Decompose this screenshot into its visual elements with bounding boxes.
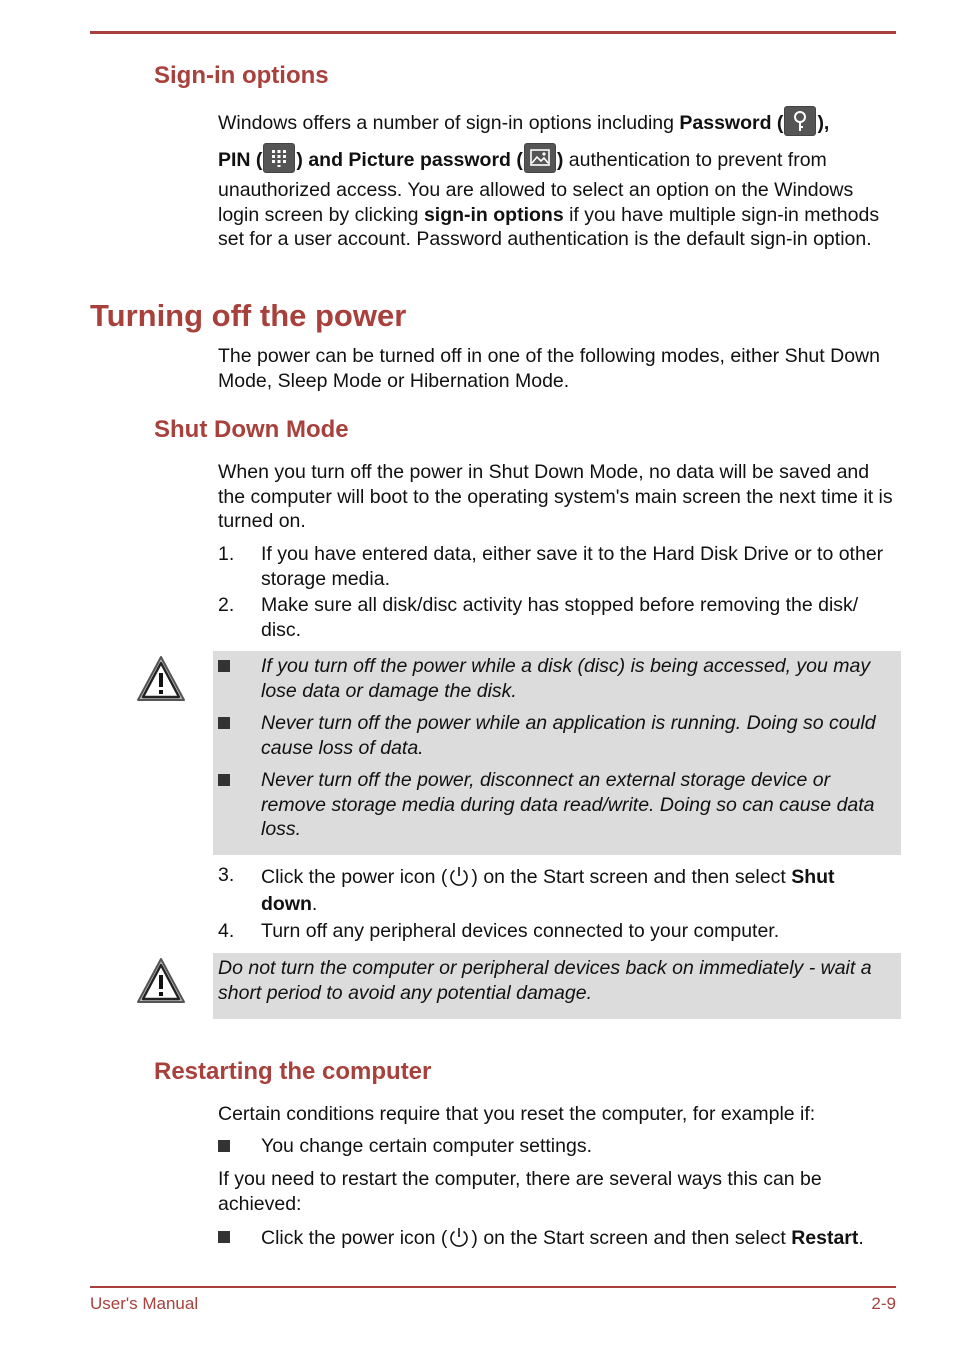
picture-icon <box>524 143 556 173</box>
restart-term: Restart <box>791 1227 859 1249</box>
bullet-square <box>218 660 230 672</box>
step-number: 4. <box>218 920 235 942</box>
step-text <box>261 864 891 918</box>
power-icon <box>448 1226 470 1248</box>
bullet-square <box>218 774 230 786</box>
signin-paragraph-line1 <box>218 111 894 136</box>
bottom-rule <box>90 1286 896 1288</box>
bullet-square <box>218 1140 230 1152</box>
caution-item: If you turn off the power while a disk (disc) is being accessed, you may lose data or damage the disk. <box>261 655 871 702</box>
password-label: Password ( <box>679 112 784 134</box>
step-number: 1. <box>218 543 235 565</box>
restart-bullet <box>261 1225 891 1252</box>
step3-text: Click the power icon ( <box>261 866 448 888</box>
step3-text: . <box>311 893 318 915</box>
password-close: ), <box>817 112 830 134</box>
caution-warning-icon <box>136 654 186 704</box>
caution-item: Never turn off the power while an application is running. Doing so could cause loss of data. <box>261 712 876 759</box>
step-number: 2. <box>218 594 235 616</box>
signin-paragraph-line2 <box>218 148 894 173</box>
chapter-heading-power: Turning off the power <box>90 298 407 333</box>
section-heading-shutdown: Shut Down Mode <box>154 416 349 443</box>
caution-item: Do not turn the computer or peripheral devices back on immediately - wait a short period to avoid any potential damage. <box>218 957 872 1004</box>
footer-manual-title: User's Manual <box>90 1294 199 1313</box>
signin-options-term: sign-in options <box>423 203 564 226</box>
picture-close: ) <box>556 149 564 171</box>
restart-text: . <box>858 1227 864 1249</box>
bullet-square <box>218 1231 230 1243</box>
footer-page-number: 2-9 <box>871 1294 896 1313</box>
top-rule <box>90 31 896 34</box>
step-text: Make sure all disk/disc activity has stopped before removing the disk/ disc. <box>261 594 859 641</box>
caution-item: Never turn off the power, disconnect an external storage device or remove storage media during data read/write. Doing so can cause data loss. <box>261 769 875 840</box>
power-intro: The power can be turned off in one of the following modes, either Shut Down Mode, Sleep Mode or Hibernation Mode. <box>218 345 880 392</box>
picture-password-label: Picture password ( <box>348 149 523 171</box>
signin-text: authentication to prevent from <box>563 149 827 171</box>
step-text: Turn off any peripheral devices connected to your computer. <box>261 920 780 942</box>
shut-down-term: Shut down <box>261 866 835 915</box>
key-icon <box>784 106 816 136</box>
shutdown-intro: When you turn off the power in Shut Down Mode, no data will be saved and the computer will boot to the operating system's main screen the next time it is turned on. <box>218 461 893 532</box>
signin-paragraph-rest <box>218 178 894 252</box>
signin-text: if you have multiple sign-in methods set for a user account. Password authentication is the default sign-in option. <box>218 203 880 250</box>
signin-text: unauthorized access. You are allowed to select an option on the Windows login screen by clicking <box>218 179 854 226</box>
pin-label: PIN ( <box>218 149 263 171</box>
restart-intro: Certain conditions require that you reset the computer, for example if: <box>218 1103 816 1125</box>
power-icon <box>448 865 470 887</box>
section-heading-signin: Sign-in options <box>154 62 329 89</box>
signin-text: Windows offers a number of sign-in options including <box>218 112 680 134</box>
section-heading-restart: Restarting the computer <box>154 1058 432 1085</box>
restart-bullet: You change certain computer settings. <box>261 1135 592 1157</box>
restart-text: Click the power icon ( <box>261 1227 448 1249</box>
restart-paragraph: If you need to restart the computer, there are several ways this can be achieved: <box>218 1168 822 1215</box>
caution-warning-icon <box>136 956 186 1006</box>
restart-text: ) on the Start screen and then select <box>471 1227 792 1249</box>
step3-text: ) on the Start screen and then select <box>471 866 792 888</box>
step-number: 3. <box>218 864 235 886</box>
pin-close: ) and <box>296 149 349 171</box>
pin-grid-icon <box>263 143 295 173</box>
step-text: If you have entered data, either save it to the Hard Disk Drive or to other storage media. <box>261 543 884 590</box>
bullet-square <box>218 717 230 729</box>
